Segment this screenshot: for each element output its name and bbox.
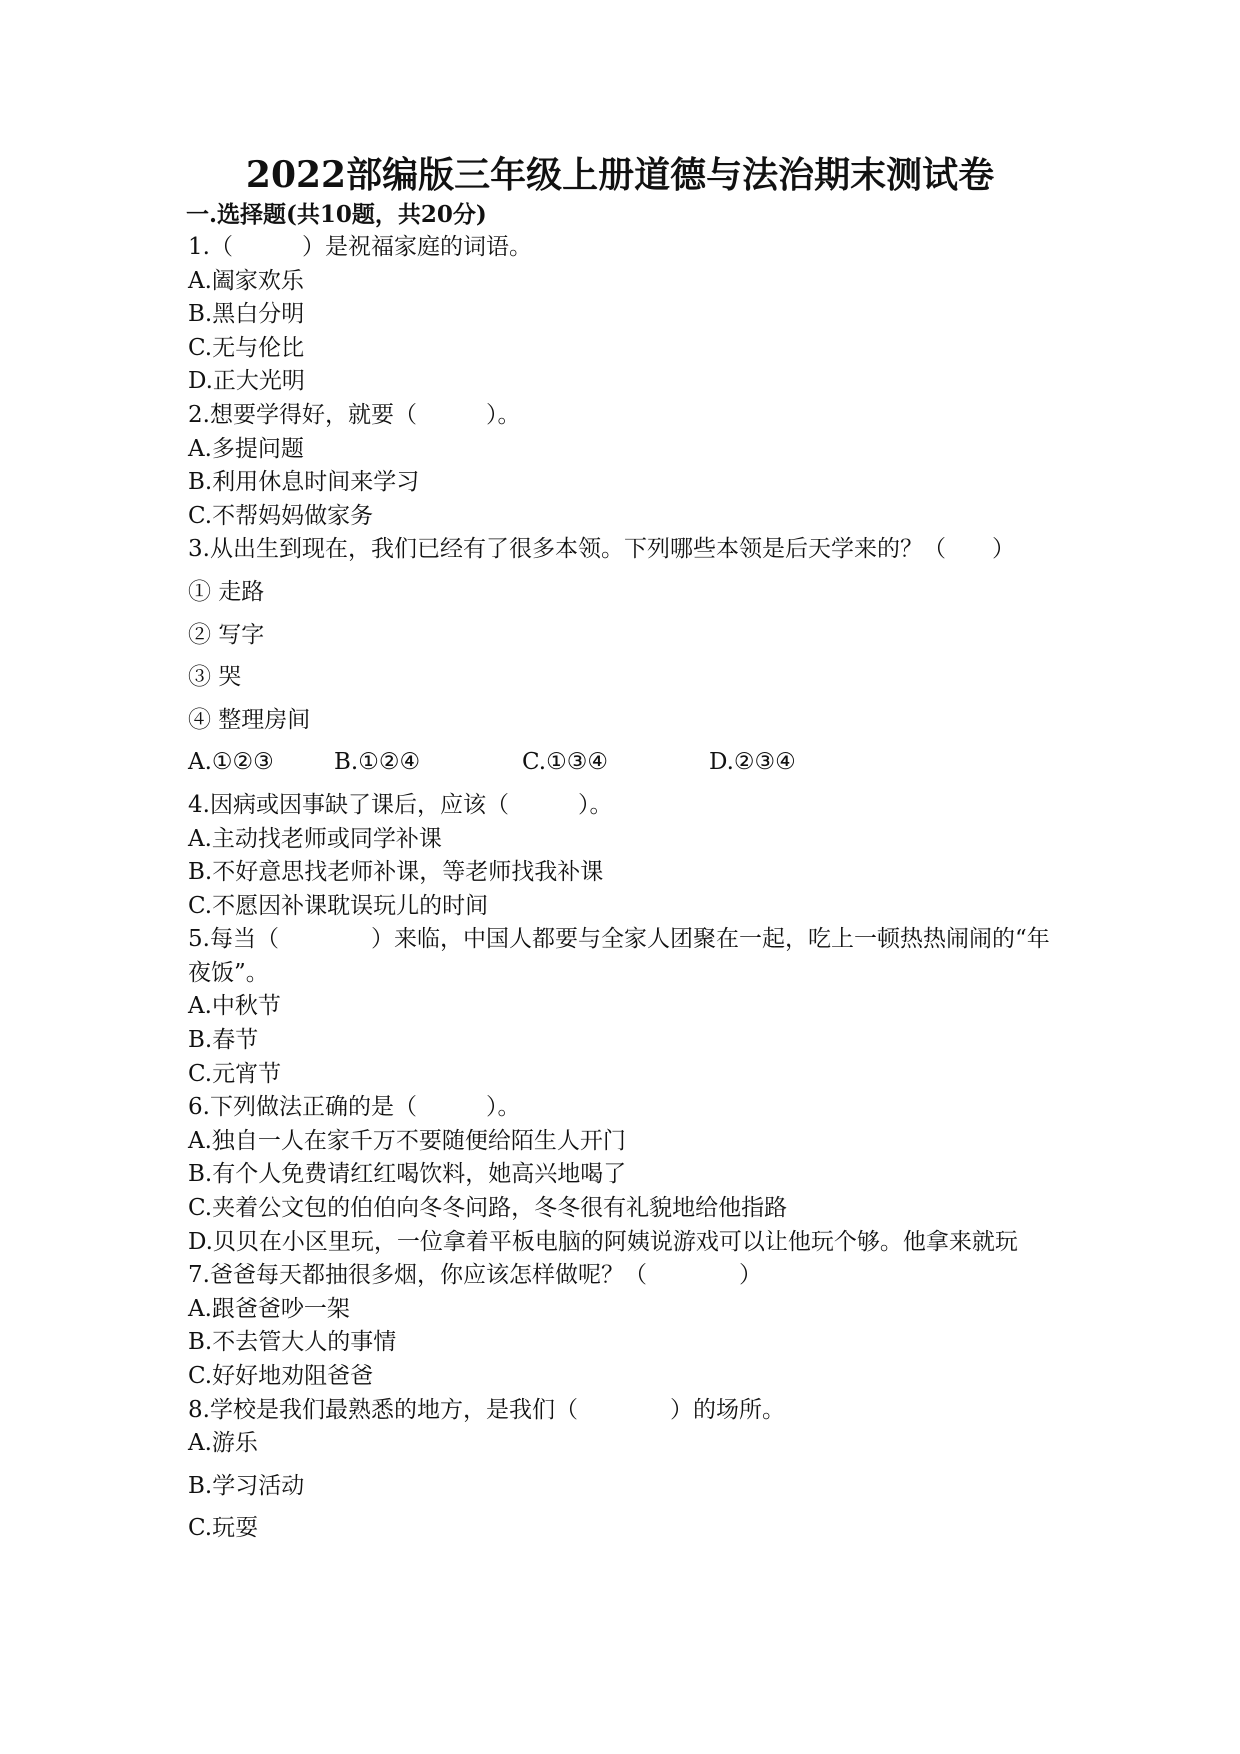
question-2-stem: 2.想要学得好，就要（ ）。	[188, 401, 521, 428]
question-1-option-d: D.正大光明	[188, 368, 305, 395]
question-list	[188, 231, 1058, 1546]
question-5-stem: 5.每当（ ）来临，中国人都要与全家人团聚在一起，吃上一顿热热闹闹的“年夜饭”。	[188, 926, 1050, 986]
question-3-option-b: B.①②④	[334, 749, 421, 776]
question-3-options-row	[188, 746, 1058, 780]
question-8-option-b: B.学习活动	[188, 1472, 305, 1499]
question-8-stem: 8.学校是我们最熟悉的地方，是我们（ ）的场所。	[188, 1396, 785, 1423]
question-7-option-c: C.好好地劝阻爸爸	[188, 1363, 374, 1389]
section-heading: 一.选择题(共10题，共20分)	[186, 201, 487, 228]
question-7-option-a: A.跟爸爸吵一架	[188, 1295, 350, 1322]
question-8-option-c: C.玩耍	[188, 1515, 259, 1542]
question-6-stem: 6.下列做法正确的是（ ）。	[188, 1094, 521, 1121]
question-1-stem: 1.（ ）是祝福家庭的词语。	[188, 234, 532, 260]
question-3-item-2: ② 写字	[188, 621, 265, 648]
question-4-option-c: C.不愿因补课耽误玩儿的时间	[188, 892, 489, 919]
question-5-option-c: C.元宵节	[188, 1060, 282, 1087]
question-3-stem: 3.从出生到现在，我们已经有了很多本领。下列哪些本领是后天学来的？（ ）	[188, 536, 1015, 563]
question-2-option-a: A.多提问题	[188, 435, 304, 462]
question-3-option-a: A.①②③	[188, 749, 274, 776]
page-title: 2022部编版三年级上册道德与法治期末测试卷	[245, 154, 995, 196]
question-3-item-4: ④ 整理房间	[188, 706, 311, 733]
question-5-option-b: B.春节	[188, 1027, 259, 1054]
question-4-option-b: B.不好意思找老师补课，等老师找我补课	[188, 859, 604, 886]
question-3-option-c: C.①③④	[522, 749, 608, 776]
question-7-stem: 7.爸爸每天都抽很多烟，你应该怎样做呢？（ ）	[188, 1262, 762, 1289]
question-4-option-a: A.主动找老师或同学补课	[188, 825, 442, 852]
question-2-option-c: C.不帮妈妈做家务	[188, 502, 374, 529]
question-6-option-d: D.贝贝在小区里玩，一位拿着平板电脑的阿姨说游戏可以让他玩个够。他拿来就玩	[188, 1228, 1018, 1255]
question-4-stem: 4.因病或因事缺了课后，应该（ ）。	[188, 791, 613, 818]
question-8-option-a: A.游乐	[188, 1430, 258, 1457]
question-1-option-a: A.阖家欢乐	[188, 267, 304, 294]
question-3-item-3: ③ 哭	[188, 664, 242, 691]
question-3-item-1: ① 走路	[188, 578, 265, 605]
question-6-option-b: B.有个人免费请红红喝饮料，她高兴地喝了	[188, 1161, 627, 1188]
question-3-option-d: D.②③④	[709, 749, 796, 776]
question-2-option-b: B.利用休息时间来学习	[188, 469, 420, 496]
question-7-option-b: B.不去管大人的事情	[188, 1329, 397, 1356]
question-6-option-a: A.独自一人在家千万不要随便给陌生人开门	[188, 1127, 626, 1154]
question-1-option-b: B.黑白分明	[188, 301, 305, 328]
question-1-option-c: C.无与伦比	[188, 334, 305, 361]
question-6-option-c: C.夹着公文包的伯伯向冬冬问路，冬冬很有礼貌地给他指路	[188, 1195, 788, 1222]
question-5-option-a: A.中秋节	[188, 993, 281, 1020]
